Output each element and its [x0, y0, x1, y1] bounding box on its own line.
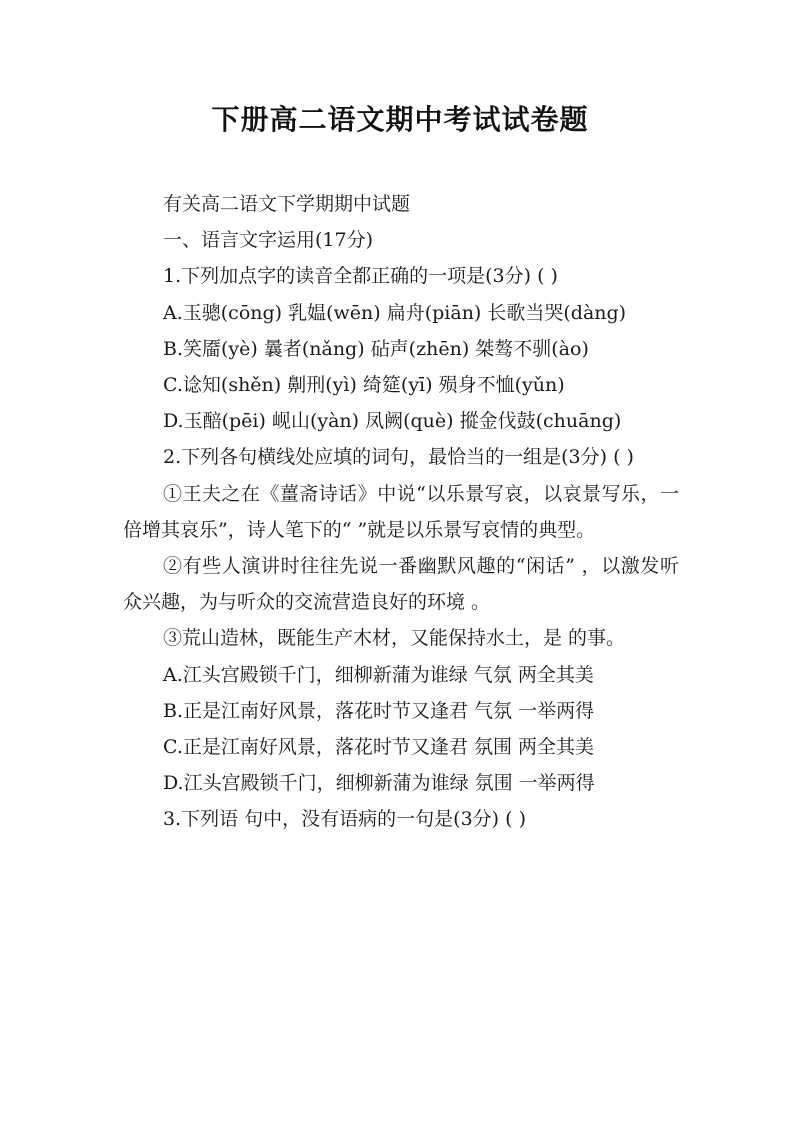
paragraph-q1-option-a: A.玉骢(cōng) 乳媪(wēn) 扁舟(piān) 长歌当哭(dàng) — [163, 301, 627, 324]
paragraph-section-heading: 一、语言文字运用(17分) — [163, 229, 374, 252]
paragraph-q1-option-c: C.谂知(shěn) 劓刑(yì) 绮筵(yī) 殒身不恤(yǔn) — [163, 374, 565, 397]
paragraph-q2-option-b: B.正是江南好风景，落花时节又逢君 气氛 一举两得 — [163, 699, 595, 722]
document-body — [123, 186, 679, 838]
paragraph-q1-option-d: D.玉醅(pēi) 岘山(yàn) 凤阙(què) 摐金伐鼓(chuāng) — [163, 410, 622, 433]
paragraph-q2-sentence-2: ②有些人演讲时往往先说一番幽默风趣的“闲话” ，以激发听众兴趣，为与听众的交流营造良好的环境 。 — [123, 555, 679, 614]
paragraph-q2-option-c: C.正是江南好风景，落花时节又逢君 氛围 两全其美 — [163, 736, 594, 759]
paragraph-q2-sentence-1: ①王夫之在《薑斋诗话》中说“以乐景写哀，以哀景写乐，一倍增其哀乐”，诗人笔下的“ ”就是以乐景写哀情的典型。 — [123, 482, 679, 541]
paragraph-q2-option-d: D.江头宫殿锁千门，细柳新蒲为谁绿 氛围 一举两得 — [163, 772, 595, 795]
paragraph-subtitle: 有关高二语文下学期期中试题 — [163, 193, 411, 215]
document-title: 下册高二语文期中考试试卷题 — [211, 103, 589, 136]
paragraph-q2-option-a: A.江头宫殿锁千门，细柳新蒲为谁绿 气氛 两全其美 — [163, 663, 594, 686]
paragraph-question-2: 2.下列各句横线处应填的词句，最恰当的一组是(3分) ( ) — [163, 446, 634, 469]
paragraph-q2-sentence-3: ③荒山造林，既能生产木材，又能保持水土，是 的事。 — [163, 627, 626, 650]
paragraph-question-1: 1.下列加点字的读音全都正确的一项是(3分) ( ) — [163, 265, 558, 288]
paragraph-q1-option-b: B.笑靥(yè) 曩者(nǎng) 砧声(zhēn) 桀骜不驯(ào) — [163, 337, 589, 360]
paragraph-question-3: 3.下列语 句中，没有语病的一句是(3分) ( ) — [163, 808, 526, 831]
